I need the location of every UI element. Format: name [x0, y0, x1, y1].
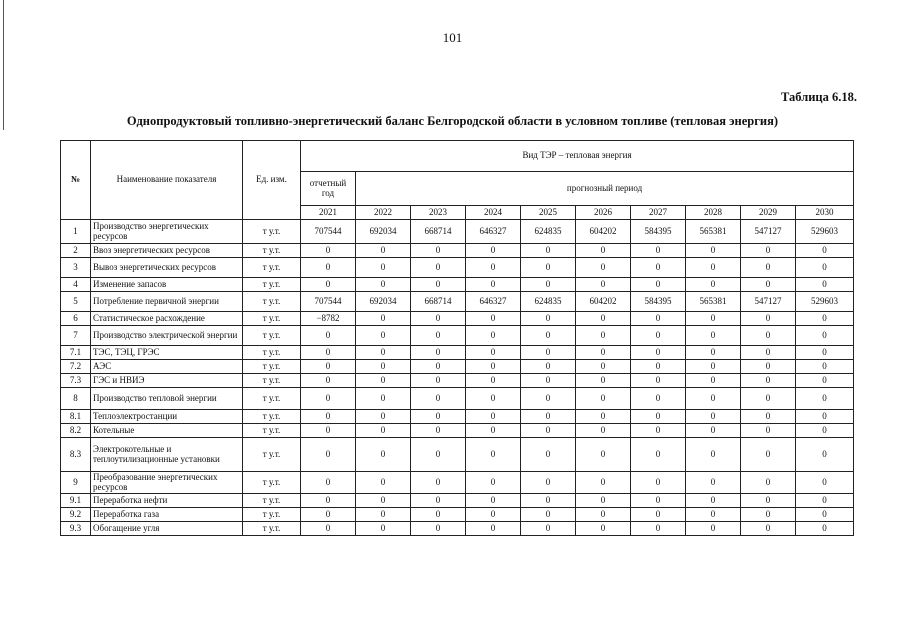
row-unit: т у.т.	[243, 292, 301, 312]
row-indicator-name: Изменение запасов	[91, 278, 243, 292]
row-unit: т у.т.	[243, 388, 301, 410]
cell-value-2026: 604202	[576, 292, 631, 312]
energy-balance-table	[60, 140, 854, 536]
cell-value-2025: 0	[521, 258, 576, 278]
cell-value-2024: 0	[466, 410, 521, 424]
row-number: 7.1	[61, 346, 91, 360]
row-number: 3	[61, 258, 91, 278]
cell-value-2028: 565381	[686, 220, 741, 244]
cell-value-2021: 0	[301, 494, 356, 508]
row-indicator-name: Теплоэлектростанции	[91, 410, 243, 424]
cell-value-2024: 0	[466, 312, 521, 326]
cell-value-2023: 0	[411, 472, 466, 494]
cell-value-2025: 624835	[521, 292, 576, 312]
row-number: 6	[61, 312, 91, 326]
cell-value-2028: 0	[686, 244, 741, 258]
cell-value-2026: 0	[576, 388, 631, 410]
cell-value-2027: 0	[631, 278, 686, 292]
table-row	[61, 326, 854, 346]
cell-value-2023: 0	[411, 360, 466, 374]
cell-value-2028: 0	[686, 424, 741, 438]
table-row	[61, 292, 854, 312]
header-year: 2021	[301, 206, 356, 220]
header-year: 2023	[411, 206, 466, 220]
row-number: 9.3	[61, 522, 91, 536]
cell-value-2028: 0	[686, 410, 741, 424]
cell-value-2026: 0	[576, 438, 631, 472]
row-indicator-name: ГЭС и НВИЭ	[91, 374, 243, 388]
cell-value-2027: 0	[631, 472, 686, 494]
cell-value-2030: 0	[796, 410, 854, 424]
header-indicator: Наименование показателя	[91, 141, 243, 220]
cell-value-2026: 0	[576, 374, 631, 388]
cell-value-2029: 0	[741, 410, 796, 424]
row-unit: т у.т.	[243, 472, 301, 494]
header-unit: Ед. изм.	[243, 141, 301, 220]
table-row	[61, 346, 854, 360]
row-number: 8.3	[61, 438, 91, 472]
row-indicator-name: ТЭС, ТЭЦ, ГРЭС	[91, 346, 243, 360]
table-row	[61, 424, 854, 438]
row-number: 8	[61, 388, 91, 410]
cell-value-2029: 547127	[741, 220, 796, 244]
page-edge-line	[3, 0, 4, 130]
cell-value-2022: 0	[356, 326, 411, 346]
row-indicator-name: Котельные	[91, 424, 243, 438]
cell-value-2027: 0	[631, 326, 686, 346]
cell-value-2027: 0	[631, 494, 686, 508]
cell-value-2023: 0	[411, 388, 466, 410]
header-year: 2026	[576, 206, 631, 220]
cell-value-2028: 0	[686, 326, 741, 346]
cell-value-2025: 0	[521, 388, 576, 410]
cell-value-2030: 0	[796, 278, 854, 292]
cell-value-2026: 0	[576, 522, 631, 536]
cell-value-2022: 0	[356, 374, 411, 388]
cell-value-2027: 0	[631, 258, 686, 278]
cell-value-2022: 0	[356, 360, 411, 374]
table-row	[61, 508, 854, 522]
cell-value-2027: 0	[631, 424, 686, 438]
cell-value-2029: 0	[741, 508, 796, 522]
cell-value-2027: 0	[631, 360, 686, 374]
cell-value-2025: 0	[521, 410, 576, 424]
cell-value-2029: 0	[741, 326, 796, 346]
cell-value-2026: 0	[576, 508, 631, 522]
cell-value-2024: 0	[466, 360, 521, 374]
cell-value-2028: 0	[686, 312, 741, 326]
header-year: 2022	[356, 206, 411, 220]
row-indicator-name: Переработка газа	[91, 508, 243, 522]
row-indicator-name: Электрокотельные и теплоутилизационные установки	[91, 438, 243, 472]
cell-value-2030: 0	[796, 326, 854, 346]
cell-value-2030: 0	[796, 522, 854, 536]
cell-value-2021: 707544	[301, 220, 356, 244]
cell-value-2023: 0	[411, 346, 466, 360]
cell-value-2030: 529603	[796, 292, 854, 312]
cell-value-2027: 0	[631, 244, 686, 258]
cell-value-2026: 604202	[576, 220, 631, 244]
cell-value-2026: 0	[576, 360, 631, 374]
cell-value-2021: 0	[301, 472, 356, 494]
cell-value-2023: 0	[411, 326, 466, 346]
cell-value-2029: 547127	[741, 292, 796, 312]
row-number: 5	[61, 292, 91, 312]
cell-value-2024: 0	[466, 494, 521, 508]
table-row	[61, 410, 854, 424]
cell-value-2029: 0	[741, 258, 796, 278]
cell-value-2023: 0	[411, 278, 466, 292]
cell-value-2029: 0	[741, 312, 796, 326]
cell-value-2025: 0	[521, 472, 576, 494]
cell-value-2025: 0	[521, 278, 576, 292]
table-row	[61, 258, 854, 278]
cell-value-2022: 0	[356, 522, 411, 536]
row-number: 9.2	[61, 508, 91, 522]
cell-value-2026: 0	[576, 410, 631, 424]
cell-value-2021: 0	[301, 424, 356, 438]
cell-value-2028: 0	[686, 472, 741, 494]
cell-value-2028: 0	[686, 438, 741, 472]
cell-value-2028: 0	[686, 278, 741, 292]
cell-value-2021: 0	[301, 258, 356, 278]
cell-value-2023: 0	[411, 508, 466, 522]
cell-value-2029: 0	[741, 374, 796, 388]
cell-value-2027: 0	[631, 438, 686, 472]
row-indicator-name: Ввоз энергетических ресурсов	[91, 244, 243, 258]
cell-value-2030: 0	[796, 494, 854, 508]
cell-value-2023: 668714	[411, 292, 466, 312]
cell-value-2023: 0	[411, 312, 466, 326]
cell-value-2030: 0	[796, 346, 854, 360]
table-row	[61, 220, 854, 244]
cell-value-2022: 0	[356, 494, 411, 508]
cell-value-2027: 584395	[631, 220, 686, 244]
header-ter-type: Вид ТЭР – тепловая энергия	[301, 141, 854, 172]
row-indicator-name: АЭС	[91, 360, 243, 374]
row-unit: т у.т.	[243, 244, 301, 258]
row-indicator-name: Вывоз энергетических ресурсов	[91, 258, 243, 278]
cell-value-2021: 0	[301, 360, 356, 374]
cell-value-2021: 0	[301, 326, 356, 346]
cell-value-2023: 0	[411, 410, 466, 424]
cell-value-2021: −8782	[301, 312, 356, 326]
row-number: 8.2	[61, 424, 91, 438]
header-year: 2025	[521, 206, 576, 220]
cell-value-2030: 0	[796, 508, 854, 522]
row-indicator-name: Статистическое расхождение	[91, 312, 243, 326]
row-indicator-name: Преобразование энергетических ресурсов	[91, 472, 243, 494]
cell-value-2028: 0	[686, 494, 741, 508]
cell-value-2022: 692034	[356, 220, 411, 244]
cell-value-2021: 0	[301, 388, 356, 410]
cell-value-2024: 0	[466, 244, 521, 258]
cell-value-2024: 0	[466, 278, 521, 292]
cell-value-2029: 0	[741, 388, 796, 410]
cell-value-2026: 0	[576, 258, 631, 278]
cell-value-2023: 0	[411, 424, 466, 438]
row-number: 4	[61, 278, 91, 292]
header-year: 2027	[631, 206, 686, 220]
cell-value-2024: 0	[466, 522, 521, 536]
header-year: 2029	[741, 206, 796, 220]
cell-value-2021: 0	[301, 508, 356, 522]
row-number: 9	[61, 472, 91, 494]
row-unit: т у.т.	[243, 278, 301, 292]
cell-value-2026: 0	[576, 494, 631, 508]
cell-value-2026: 0	[576, 346, 631, 360]
cell-value-2022: 0	[356, 388, 411, 410]
cell-value-2028: 565381	[686, 292, 741, 312]
cell-value-2030: 0	[796, 244, 854, 258]
cell-value-2025: 0	[521, 424, 576, 438]
cell-value-2023: 0	[411, 374, 466, 388]
cell-value-2027: 0	[631, 388, 686, 410]
cell-value-2025: 0	[521, 508, 576, 522]
table-row	[61, 472, 854, 494]
cell-value-2022: 0	[356, 508, 411, 522]
cell-value-2024: 0	[466, 346, 521, 360]
cell-value-2028: 0	[686, 522, 741, 536]
cell-value-2024: 0	[466, 326, 521, 346]
cell-value-2026: 0	[576, 424, 631, 438]
cell-value-2029: 0	[741, 522, 796, 536]
row-indicator-name: Производство энергетических ресурсов	[91, 220, 243, 244]
cell-value-2028: 0	[686, 258, 741, 278]
cell-value-2026: 0	[576, 244, 631, 258]
cell-value-2021: 0	[301, 438, 356, 472]
row-indicator-name: Производство тепловой энергии	[91, 388, 243, 410]
header-forecast-period: прогнозный период	[356, 172, 854, 206]
cell-value-2024: 0	[466, 374, 521, 388]
table-row	[61, 360, 854, 374]
table-row	[61, 312, 854, 326]
table-row	[61, 388, 854, 410]
cell-value-2022: 0	[356, 278, 411, 292]
cell-value-2025: 0	[521, 374, 576, 388]
row-number: 7.2	[61, 360, 91, 374]
cell-value-2022: 0	[356, 312, 411, 326]
cell-value-2022: 0	[356, 410, 411, 424]
cell-value-2027: 0	[631, 346, 686, 360]
row-indicator-name: Потребление первичной энергии	[91, 292, 243, 312]
cell-value-2022: 0	[356, 258, 411, 278]
cell-value-2027: 0	[631, 508, 686, 522]
row-unit: т у.т.	[243, 258, 301, 278]
document-title: Однопродуктовый топливно-энергетический баланс Белгородской области в условном топливе (тепловая энергия)	[126, 114, 779, 128]
cell-value-2021: 707544	[301, 292, 356, 312]
cell-value-2022: 0	[356, 438, 411, 472]
cell-value-2024: 0	[466, 388, 521, 410]
cell-value-2028: 0	[686, 374, 741, 388]
cell-value-2022: 0	[356, 346, 411, 360]
row-number: 1	[61, 220, 91, 244]
cell-value-2026: 0	[576, 312, 631, 326]
cell-value-2027: 584395	[631, 292, 686, 312]
cell-value-2030: 0	[796, 388, 854, 410]
row-indicator-name: Производство электрической энергии	[91, 326, 243, 346]
cell-value-2022: 692034	[356, 292, 411, 312]
cell-value-2023: 0	[411, 522, 466, 536]
row-unit: т у.т.	[243, 326, 301, 346]
row-indicator-name: Обогащение угля	[91, 522, 243, 536]
row-unit: т у.т.	[243, 220, 301, 244]
cell-value-2024: 646327	[466, 292, 521, 312]
cell-value-2025: 0	[521, 312, 576, 326]
cell-value-2030: 529603	[796, 220, 854, 244]
cell-value-2024: 0	[466, 438, 521, 472]
cell-value-2027: 0	[631, 410, 686, 424]
cell-value-2025: 0	[521, 438, 576, 472]
header-year: 2028	[686, 206, 741, 220]
row-number: 7.3	[61, 374, 91, 388]
cell-value-2030: 0	[796, 438, 854, 472]
cell-value-2021: 0	[301, 522, 356, 536]
row-unit: т у.т.	[243, 312, 301, 326]
cell-value-2022: 0	[356, 424, 411, 438]
cell-value-2021: 0	[301, 244, 356, 258]
cell-value-2024: 0	[466, 424, 521, 438]
row-indicator-name: Переработка нефти	[91, 494, 243, 508]
row-unit: т у.т.	[243, 374, 301, 388]
cell-value-2027: 0	[631, 312, 686, 326]
cell-value-2030: 0	[796, 258, 854, 278]
cell-value-2030: 0	[796, 312, 854, 326]
cell-value-2028: 0	[686, 508, 741, 522]
row-unit: т у.т.	[243, 522, 301, 536]
header-year: 2030	[796, 206, 854, 220]
table-row	[61, 494, 854, 508]
header-num: №	[61, 141, 91, 220]
cell-value-2025: 0	[521, 346, 576, 360]
row-number: 8.1	[61, 410, 91, 424]
cell-value-2028: 0	[686, 388, 741, 410]
cell-value-2030: 0	[796, 360, 854, 374]
cell-value-2023: 0	[411, 244, 466, 258]
cell-value-2025: 0	[521, 522, 576, 536]
cell-value-2029: 0	[741, 472, 796, 494]
cell-value-2030: 0	[796, 472, 854, 494]
cell-value-2025: 0	[521, 494, 576, 508]
cell-value-2025: 0	[521, 244, 576, 258]
header-year: 2024	[466, 206, 521, 220]
cell-value-2024: 0	[466, 258, 521, 278]
row-number: 2	[61, 244, 91, 258]
row-unit: т у.т.	[243, 508, 301, 522]
cell-value-2029: 0	[741, 346, 796, 360]
cell-value-2029: 0	[741, 244, 796, 258]
table-row	[61, 278, 854, 292]
cell-value-2021: 0	[301, 410, 356, 424]
row-number: 9.1	[61, 494, 91, 508]
row-unit: т у.т.	[243, 438, 301, 472]
cell-value-2029: 0	[741, 424, 796, 438]
cell-value-2029: 0	[741, 494, 796, 508]
cell-value-2024: 646327	[466, 220, 521, 244]
table-caption: Таблица 6.18.	[780, 90, 857, 104]
row-unit: т у.т.	[243, 360, 301, 374]
cell-value-2030: 0	[796, 374, 854, 388]
cell-value-2027: 0	[631, 374, 686, 388]
cell-value-2026: 0	[576, 326, 631, 346]
cell-value-2024: 0	[466, 508, 521, 522]
cell-value-2022: 0	[356, 472, 411, 494]
cell-value-2022: 0	[356, 244, 411, 258]
cell-value-2026: 0	[576, 278, 631, 292]
cell-value-2025: 0	[521, 360, 576, 374]
cell-value-2026: 0	[576, 472, 631, 494]
cell-value-2027: 0	[631, 522, 686, 536]
cell-value-2021: 0	[301, 346, 356, 360]
row-unit: т у.т.	[243, 410, 301, 424]
row-unit: т у.т.	[243, 346, 301, 360]
cell-value-2025: 0	[521, 326, 576, 346]
cell-value-2021: 0	[301, 374, 356, 388]
row-number: 7	[61, 326, 91, 346]
cell-value-2023: 0	[411, 438, 466, 472]
row-unit: т у.т.	[243, 424, 301, 438]
cell-value-2029: 0	[741, 438, 796, 472]
cell-value-2024: 0	[466, 472, 521, 494]
cell-value-2023: 0	[411, 258, 466, 278]
cell-value-2023: 668714	[411, 220, 466, 244]
cell-value-2023: 0	[411, 494, 466, 508]
cell-value-2030: 0	[796, 424, 854, 438]
table-row	[61, 374, 854, 388]
cell-value-2029: 0	[741, 278, 796, 292]
table-row	[61, 244, 854, 258]
header-reporting-year: отчетный год	[301, 172, 356, 206]
cell-value-2021: 0	[301, 278, 356, 292]
page-number: 101	[442, 30, 463, 45]
table-row	[61, 438, 854, 472]
cell-value-2029: 0	[741, 360, 796, 374]
cell-value-2028: 0	[686, 360, 741, 374]
cell-value-2028: 0	[686, 346, 741, 360]
cell-value-2025: 624835	[521, 220, 576, 244]
row-unit: т у.т.	[243, 494, 301, 508]
table-row	[61, 522, 854, 536]
